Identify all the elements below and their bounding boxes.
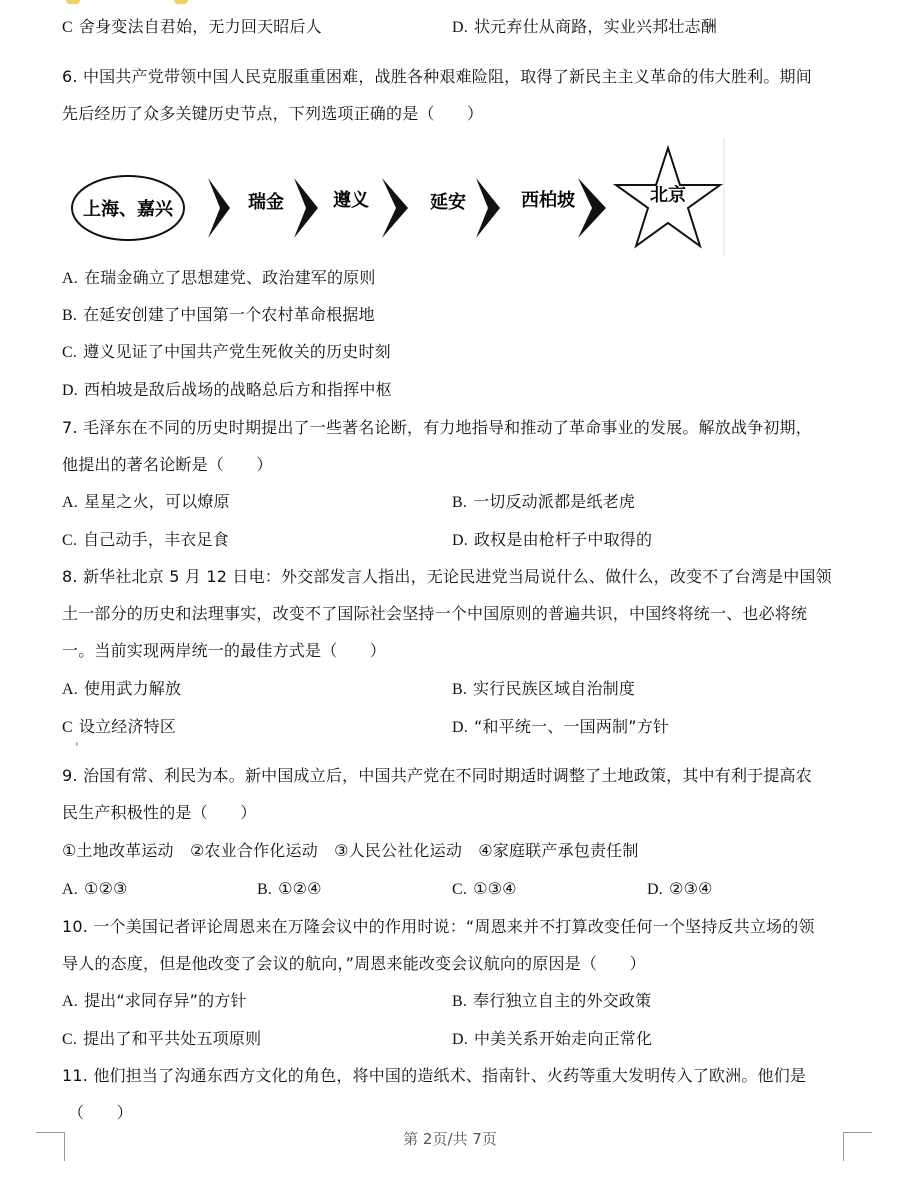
arrow-icon xyxy=(208,178,230,238)
option-letter: D. xyxy=(647,881,663,898)
option-text: ①③④ xyxy=(473,879,517,898)
flow-node-0: 上海、嘉兴 xyxy=(83,199,173,220)
option-letter: A. xyxy=(62,494,78,511)
q6-option-b[interactable] xyxy=(62,305,375,326)
option-text: 提出了和平共处五项原则 xyxy=(83,1029,262,1048)
q9-option-b[interactable] xyxy=(257,879,322,900)
q9-stem-line2: 民生产积极性的是（ ） xyxy=(62,803,257,822)
q5-option-d[interactable] xyxy=(452,17,717,38)
option-text: “和平统一、一国两制”方针 xyxy=(473,717,670,736)
flow-node-2: 遵义 xyxy=(333,190,369,211)
option-letter: B. xyxy=(452,681,468,698)
q7-option-a[interactable] xyxy=(62,492,230,513)
option-letter: A. xyxy=(62,881,78,898)
option-letter: D. xyxy=(62,382,78,399)
q9-option-c[interactable] xyxy=(452,879,517,900)
q6-stem-line2: 先后经历了众多关键历史节点，下列选项正确的是（ ） xyxy=(62,104,484,123)
arrow-icon xyxy=(578,178,606,238)
q6-stem-line1: 6. 中国共产党带领中国人民克服重重困难，战胜各种艰难险阻，取得了新民主主义革命的伟大胜利。期间 xyxy=(62,67,812,86)
option-letter: D. xyxy=(452,1031,468,1048)
page-number: 第 2页/共 7页 xyxy=(403,1130,497,1148)
flow-node-1: 瑞金 xyxy=(248,192,284,213)
q7-option-d[interactable] xyxy=(452,530,652,551)
option-text: 自己动手，丰衣足食 xyxy=(83,530,229,549)
q8-stem-line2: 土一部分的历史和法理事实，改变不了国际社会坚持一个中国原则的普遍共识，中国终将统一、也必将统 xyxy=(62,604,808,623)
stray-mark xyxy=(76,742,78,746)
q10-option-c[interactable] xyxy=(62,1029,261,1050)
q11-stem-line2: （ ） xyxy=(68,1103,133,1122)
q7-stem-line2: 他提出的著名论断是（ ） xyxy=(62,455,273,474)
q8-option-c[interactable] xyxy=(62,717,176,738)
arrow-icon xyxy=(382,178,408,238)
option-letter: C xyxy=(62,719,73,736)
q6-option-a[interactable] xyxy=(62,268,376,289)
option-letter: B. xyxy=(257,881,273,898)
q10-option-d[interactable] xyxy=(452,1029,652,1050)
option-text: 实行民族区域自治制度 xyxy=(473,679,636,698)
option-text: 在延安创建了中国第一个农村革命根据地 xyxy=(83,305,375,324)
top-decoration xyxy=(60,0,220,4)
option-letter: D. xyxy=(452,719,468,736)
option-text: 星星之火，可以燎原 xyxy=(83,492,230,511)
option-letter: B. xyxy=(62,307,78,324)
option-text: ①②④ xyxy=(278,879,322,898)
arrow-icon xyxy=(294,178,318,238)
q7-option-b[interactable] xyxy=(452,492,635,513)
option-letter: C. xyxy=(62,1031,78,1048)
option-letter: C. xyxy=(62,344,78,361)
option-letter: C. xyxy=(452,881,468,898)
option-text: 舍身变法自君始，无力回天昭后人 xyxy=(78,17,322,36)
q8-stem-line3: 一。当前实现两岸统一的最佳方式是（ ） xyxy=(62,641,387,660)
option-text: 中美关系开始走向正常化 xyxy=(473,1029,653,1048)
option-letter: C. xyxy=(62,532,78,549)
option-text: 在瑞金确立了思想建党、政治建军的原则 xyxy=(83,268,376,287)
q7-option-c[interactable] xyxy=(62,530,229,551)
q8-stem-line1: 8. 新华社北京 5 月 12 日电：外交部发言人指出，无论民进党当局说什么、做什么，改变不了台湾是中国领 xyxy=(62,567,832,586)
option-letter: C xyxy=(62,19,73,36)
q9-option-d[interactable] xyxy=(647,879,713,900)
q8-option-a[interactable] xyxy=(62,679,181,700)
option-letter: D. xyxy=(452,19,468,36)
q9-option-a[interactable] xyxy=(62,879,128,900)
q9-stem-line1: 9. 治国有常、利民为本。新中国成立后，中国共产党在不同时期适时调整了土地政策，其中有利于提高农 xyxy=(62,766,812,785)
q8-option-b[interactable] xyxy=(452,679,635,700)
option-text: ②③④ xyxy=(668,879,713,898)
option-text: 提出“求同存异”的方针 xyxy=(83,991,247,1010)
q10-stem-line1: 10. 一个美国记者评论周恩来在万隆会议中的作用时说：“周恩来并不打算改变任何一个坚持反共立场的领 xyxy=(62,917,815,936)
option-letter: A. xyxy=(62,270,78,287)
option-text: 奉行独立自主的外交政策 xyxy=(473,991,652,1010)
option-letter: A. xyxy=(62,681,78,698)
flow-svg xyxy=(68,138,728,263)
option-text: ①②③ xyxy=(83,879,128,898)
flow-node-3: 延安 xyxy=(430,192,466,213)
q10-option-a[interactable] xyxy=(62,991,247,1012)
option-text: 遵义见证了中国共产党生死攸关的历史时刻 xyxy=(83,342,391,361)
q6-option-d[interactable] xyxy=(62,380,392,401)
q9-items: ①土地改革运动 ②农业合作化运动 ③人民公社化运动 ④家庭联产承包责任制 xyxy=(62,841,639,860)
option-text: 一切反动派都是纸老虎 xyxy=(473,492,636,511)
q11-stem-line1: 11. 他们担当了沟通东西方文化的角色，将中国的造纸术、指南针、火药等重大发明传入了欧洲。他们是 xyxy=(62,1066,807,1085)
option-text: 西柏坡是敌后战场的战略总后方和指挥中枢 xyxy=(83,380,392,399)
option-letter: D. xyxy=(452,532,468,549)
flow-node-4: 西柏坡 xyxy=(521,190,575,211)
flow-node-5: 北京 xyxy=(650,185,686,206)
q7-stem-line1: 7. 毛泽东在不同的历史时期提出了一些著名论断，有力地指导和推动了革命事业的发展。解放战争初期， xyxy=(62,418,812,437)
option-text: 使用武力解放 xyxy=(83,679,182,698)
arrow-icon xyxy=(476,178,500,238)
q8-option-d[interactable] xyxy=(452,717,669,738)
option-text: 状元弃仕从商路，实业兴邦壮志酬 xyxy=(473,17,717,36)
option-text: 政权是由枪杆子中取得的 xyxy=(473,530,653,549)
option-letter: B. xyxy=(452,993,468,1010)
q5-option-c[interactable] xyxy=(62,17,322,38)
option-letter: A. xyxy=(62,993,78,1010)
q10-stem-line2: 导人的态度，但是他改变了会议的航向，”周恩来能改变会议航向的原因是（ ） xyxy=(62,954,646,973)
q10-option-b[interactable] xyxy=(452,991,651,1012)
q6-option-c[interactable] xyxy=(62,342,391,363)
option-text: 设立经济特区 xyxy=(78,717,177,736)
history-flow-diagram xyxy=(68,138,728,263)
option-letter: B. xyxy=(452,494,468,511)
